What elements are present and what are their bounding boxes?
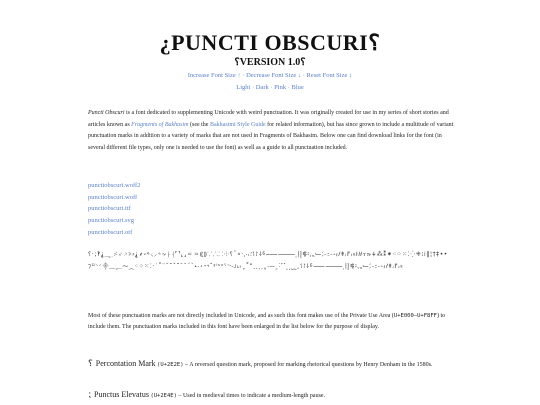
theme-pink-link[interactable]: Pink [274, 84, 287, 91]
reset-font-size-link[interactable]: Reset Font Size ↕ [306, 72, 353, 79]
glyph-sample-row: ⁊⸋⸌⸍⸎⸏⸐⁓⁔⁖⁘⁙⁚·˙˚¨˝˘ˇ˜¯ˉˊˋ˖˗˔˕˞˟ˠˡˢˣˤ˥˦˧˨˩˪˫ˬ˭ˮ˯˰˱˲˳˴˵˶˷˸˹˺˻˼˽˾˿⸶⸷⸸⸹⸺⸻⸼⸽⸾⸿⹀⹁⹂⹃⹄⹅⹆⹇⹈⹉⹊⹋⹌⹍⹎⹏ [88, 263, 404, 270]
version-label: ⸮VERSION 1.0⸮ [234, 57, 306, 68]
font-size-controls [0, 72, 540, 79]
intro-paragraph [88, 108, 456, 154]
entry-code: (U+2E4E) [150, 393, 177, 399]
separator: · [242, 72, 245, 79]
pua-range-code: U+E000–U+F8FF [393, 313, 437, 319]
theme-dark-link[interactable]: Dark [255, 84, 269, 91]
pua-text: Most of these punctuation marks are not directly included in Unicode, and as such this font makes use of the Private Use Area ( [88, 313, 394, 319]
intro-text: for related information), but has since grown to include a multitude of variant punctuation marks in addition to a variety of marks that are not used in Fragments of Bakhasim. Below one can find download links for the font (in several different file types, only one is needed to use the font) as well as a guide to all punctuation included. [88, 121, 454, 151]
bakhasimi-style-guide-link[interactable]: Bakhasimi Style Guide [209, 121, 266, 128]
theme-light-link[interactable]: Light [236, 84, 251, 91]
intro-text: is a font dedicated to supplementing Unicode with weird punctuation. It was originally created for use in my series of short stories and articles known as [88, 110, 449, 128]
punctus-elevatus-glyph: ⁏ [88, 390, 92, 400]
increase-font-size-link[interactable]: Increase Font Size ↑ [187, 72, 241, 79]
punctuation-entry [88, 358, 458, 371]
download-woff-link[interactable]: punctiobscuri.woff [88, 193, 138, 201]
font-name: Puncti Obscuri [88, 110, 125, 116]
entry-name: Punctus Elevatus [94, 390, 149, 399]
download-otf-link[interactable]: punctiobscuri.otf [88, 228, 133, 236]
percontation-mark-glyph: ⸮ [88, 359, 93, 369]
intro-text: (see the [188, 121, 210, 128]
separator: · [251, 84, 255, 91]
download-woff2-link[interactable]: punctiobscuri.woff2 [88, 182, 141, 189]
glyph-sample-row: ⸮·⁏‽⸘⸑⸒⸓⸔⸕⸖⸗⸘⸙⸚⸛⸜⸝⸞⸟⸠⸡⸢⸣⸤⸥⸦⸧⸨⸩⸪⸫⸬⸭⸮ⸯ⸰⸱⸲⸳⸴⸵⸶⸷⸸⸹⸺⸻⸼⸽⸾⸿⹀⹁⹂⹃⹄⹅⹆⹇⹈⹉⹊⹋⹌⹍⹎⹏꛳꛴꛵꛶꛷⁂⁑⁕⁖⁘⁙⁚⁛⁜⁝⁞‖¦†‡•‣ [88, 251, 449, 258]
separator: · [270, 84, 273, 91]
fragments-of-bakhasim-link[interactable]: Fragments of Bakhasim [131, 121, 189, 128]
entry-name: Percontation Mark [95, 359, 156, 368]
page-title: ¿PUNCTI OBSCURI⸮ [159, 30, 381, 55]
separator: · [302, 72, 305, 79]
download-links [88, 180, 140, 239]
entry-description: – Used in medieval times to indicate a medium-length pause. [176, 393, 326, 399]
theme-blue-link[interactable]: Blue [291, 84, 304, 91]
download-svg-link[interactable]: punctiobscuri.svg [88, 217, 135, 225]
separator: · [287, 84, 290, 91]
entry-description: – A reversed question mark, proposed for marking rhetorical questions by Henry Denham in the 1580s. [183, 362, 433, 368]
download-ttf-link[interactable]: punctiobscuri.ttf [88, 205, 131, 213]
entry-code: (U+2E2E) [157, 362, 184, 368]
punctuation-entry [88, 389, 458, 402]
pua-text: ) to include them. The punctuation marks included in this font have been enlarged in the list below for the purpose of display. [88, 313, 446, 331]
decrease-font-size-link[interactable]: Decrease Font Size ↓ [246, 72, 302, 79]
private-use-area-paragraph [88, 311, 458, 334]
theme-controls [0, 84, 540, 91]
